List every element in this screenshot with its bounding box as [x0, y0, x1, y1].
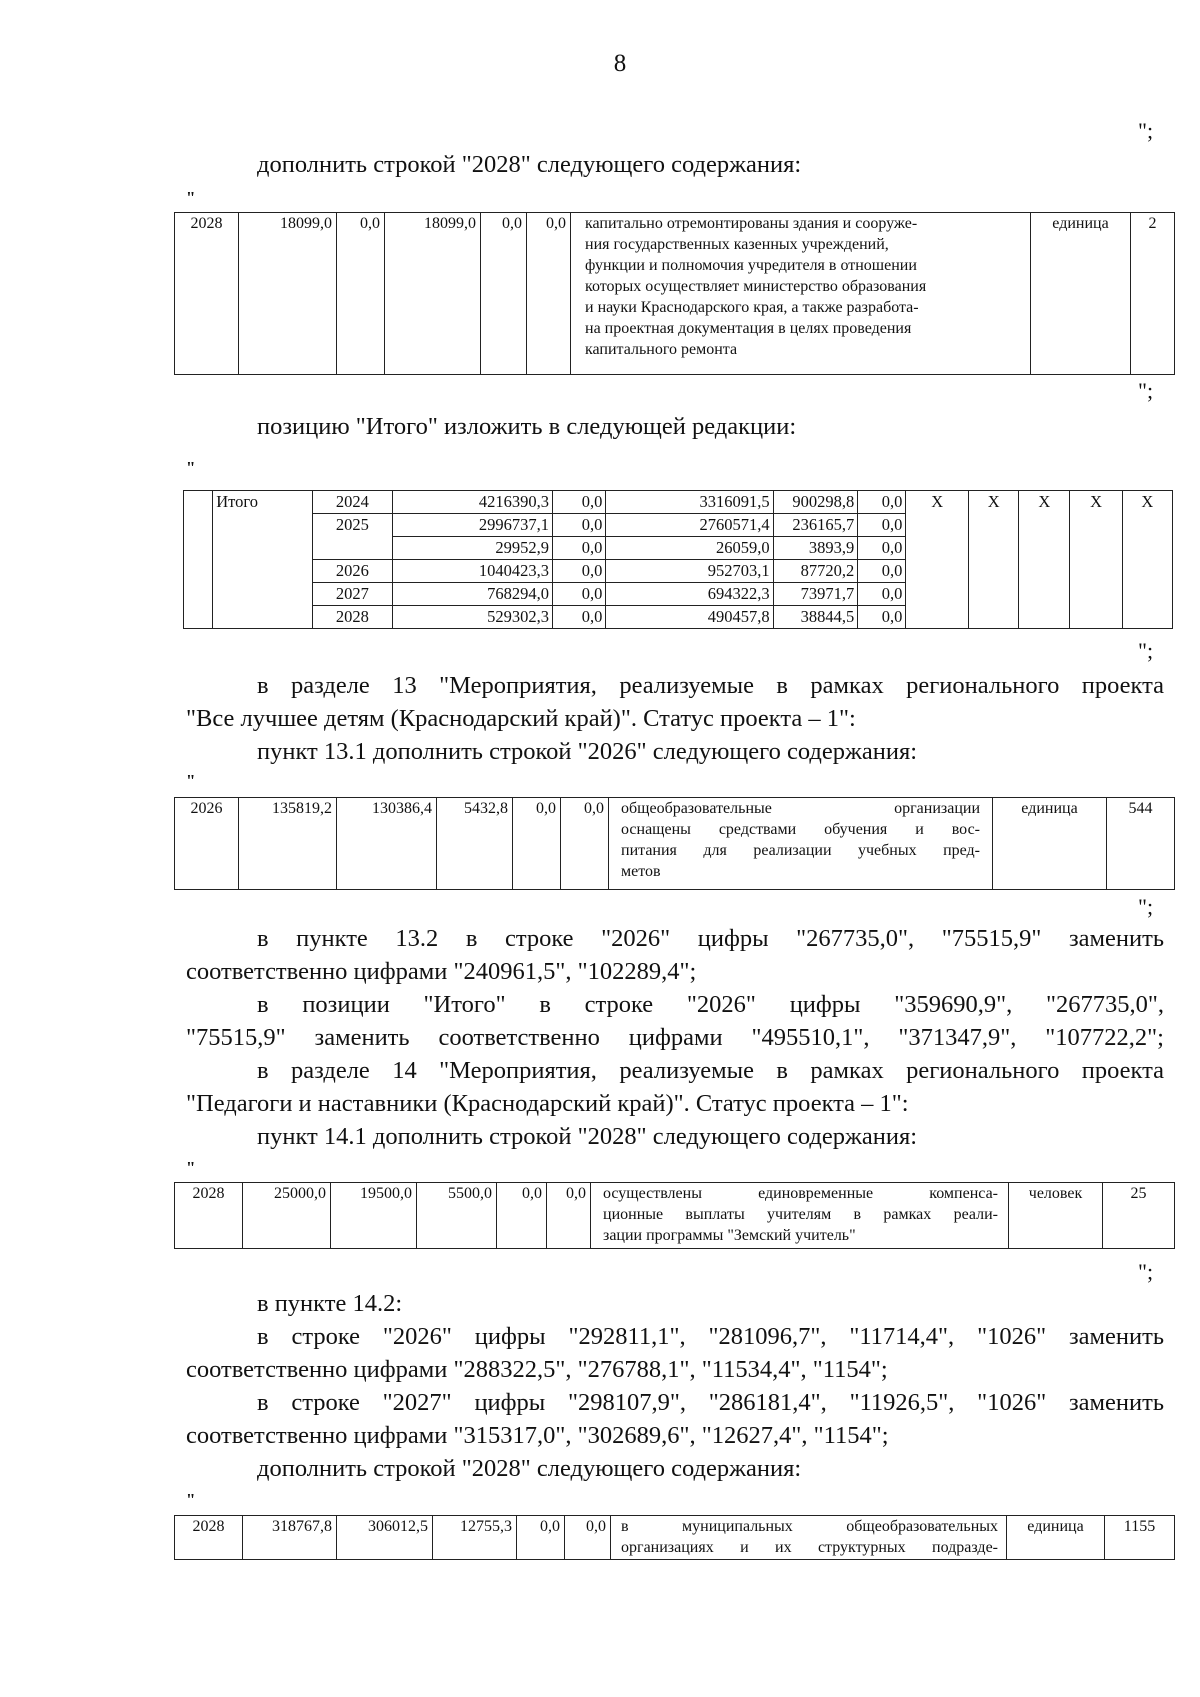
cell-federal: 0,0	[553, 537, 606, 560]
cell-federal: 0,0	[553, 606, 606, 629]
cell-total: 768294,0	[393, 583, 553, 606]
instruction-row-2027: соответственно цифрами "315317,0", "302689,6", "12627,4", "1154";	[186, 1422, 889, 1449]
cell-year	[312, 537, 393, 560]
description-line: на проектная документация в целях проведения	[585, 320, 912, 337]
cell-year: 2028	[312, 606, 393, 629]
cell-federal: 306012,5	[337, 1516, 433, 1560]
cell-regional: 3316091,5	[606, 491, 773, 514]
instruction-item141: пункт 14.1 дополнить строкой "2028" следующего содержания:	[257, 1123, 918, 1150]
cell-other: 0,0	[858, 514, 906, 537]
cell-federal: 0,0	[337, 213, 385, 375]
cell-value: 544	[1107, 798, 1175, 890]
cell-x: Х	[906, 491, 969, 629]
opening-quote: "	[186, 1490, 196, 1509]
cell-total: 529302,3	[393, 606, 553, 629]
cell-itogo-label: Итого	[213, 491, 312, 629]
cell-municipal: 73971,7	[773, 583, 858, 606]
cell-value: 2	[1131, 213, 1175, 375]
instruction-row-2027: в строке "2027" цифры "298107,9", "286181,4", "11926,5", "1026" заменить	[257, 1389, 1164, 1416]
cell-unit: единица	[993, 798, 1107, 890]
table-row-2026-equipment	[174, 797, 1175, 890]
instruction-p142: в пункте 14.2:	[257, 1290, 403, 1317]
instruction-p132: в пункте 13.2 в строке "2026" цифры "267735,0", "75515,9" заменить	[257, 925, 1164, 952]
cell-other: 0,0	[858, 491, 906, 514]
instruction-section13: в разделе 13 "Мероприятия, реализуемые в рамках регионального проекта	[257, 672, 1164, 699]
instruction-section13: "Все лучшее детям (Краснодарский край)". Статус проекта – 1":	[186, 705, 856, 732]
cell-unit: единица	[1031, 213, 1131, 375]
cell-total: 25000,0	[243, 1183, 331, 1249]
description-line: которых осуществляет министерство образования	[585, 278, 927, 295]
cell-federal: 0,0	[553, 514, 606, 537]
cell-year: 2028	[175, 213, 239, 375]
closing-quote: ";	[1138, 638, 1154, 663]
cell-regional: 26059,0	[606, 537, 773, 560]
opening-quote: "	[186, 458, 196, 477]
table-row-2028-municipal	[174, 1515, 1175, 1560]
cell-municipal: 900298,8	[773, 491, 858, 514]
cell-description	[609, 798, 993, 890]
cell-regional: 694322,3	[606, 583, 773, 606]
cell-year: 2026	[312, 560, 393, 583]
cell-regional: 2760571,4	[606, 514, 773, 537]
cell-value: 25	[1103, 1183, 1175, 1249]
cell-total: 318767,8	[243, 1516, 337, 1560]
cell-regional: 18099,0	[385, 213, 481, 375]
cell-unit: единица	[1007, 1516, 1105, 1560]
cell-federal: 19500,0	[331, 1183, 417, 1249]
instruction-row-2026: в строке "2026" цифры "292811,1", "281096,7", "11714,4", "1026" заменить	[257, 1323, 1164, 1350]
description-line: ния государственных казенных учреждений,	[585, 236, 889, 253]
cell-total: 1040423,3	[393, 560, 553, 583]
table-row-2028-capital-repair	[174, 212, 1175, 375]
cell-year: 2028	[175, 1516, 243, 1560]
cell-federal: 0,0	[553, 583, 606, 606]
cell-federal: 0,0	[553, 491, 606, 514]
cell-other: 0,0	[858, 560, 906, 583]
instruction-add-row-2028: дополнить строкой "2028" следующего содержания:	[257, 1455, 802, 1482]
instruction-itogo-2026: "75515,9" заменить соответственно цифрами "495510,1", "371347,9", "107722,2";	[186, 1024, 1164, 1051]
opening-quote: "	[186, 1158, 196, 1177]
instruction-section14: в разделе 14 "Мероприятия, реализуемые в рамках регионального проекта	[257, 1057, 1164, 1084]
description-line: в муниципальных общеобразовательных	[621, 1518, 998, 1535]
cell-description	[591, 1183, 1009, 1249]
cell-municipal: 0,0	[481, 213, 527, 375]
closing-quote: ";	[1138, 378, 1154, 403]
description-line: организациях и их структурных подразде-	[621, 1539, 998, 1556]
table-row-2028-compensation	[174, 1182, 1175, 1249]
instruction-item131: пункт 13.1 дополнить строкой "2026" следующего содержания:	[257, 738, 918, 765]
description-line: осуществлены единовременные компенса-	[603, 1185, 998, 1202]
closing-quote: ";	[1138, 1259, 1154, 1284]
instruction-row-2026: соответственно цифрами "288322,5", "276788,1", "11534,4", "1154";	[186, 1356, 888, 1383]
instruction-add-row-2028: дополнить строкой "2028" следующего содержания:	[257, 151, 802, 178]
description-line: метов	[621, 863, 661, 880]
cell-regional: 5432,8	[437, 798, 513, 890]
cell-total: 2996737,1	[393, 514, 553, 537]
description-line: капитально отремонтированы здания и сооруже-	[585, 215, 918, 232]
opening-quote: "	[186, 771, 196, 790]
cell-year: 2024	[312, 491, 393, 514]
opening-quote: "	[186, 188, 196, 207]
cell-other: 0,0	[561, 798, 609, 890]
cell-municipal: 0,0	[513, 798, 561, 890]
cell-year: 2026	[175, 798, 239, 890]
cell-regional: 5500,0	[417, 1183, 497, 1249]
cell-value: 1155	[1105, 1516, 1175, 1560]
description-line: и науки Краснодарского края, а также разработа-	[585, 299, 919, 316]
cell-municipal: 3893,9	[773, 537, 858, 560]
cell-municipal: 87720,2	[773, 560, 858, 583]
closing-quote: ";	[1138, 118, 1154, 143]
cell-year: 2025	[312, 514, 393, 537]
cell-other: 0,0	[565, 1516, 611, 1560]
instruction-itogo-position: позицию "Итого" изложить в следующей редакции:	[257, 413, 797, 440]
description-line: общеобразовательные организации	[621, 800, 980, 817]
instruction-itogo-2026: в позиции "Итого" в строке "2026" цифры "359690,9", "267735,0",	[257, 991, 1164, 1018]
cell-other: 0,0	[858, 583, 906, 606]
cell-year: 2027	[312, 583, 393, 606]
cell-other: 0,0	[547, 1183, 591, 1249]
cell-x: Х	[1122, 491, 1172, 629]
cell-total: 4216390,3	[393, 491, 553, 514]
cell-x: Х	[1019, 491, 1070, 629]
cell-total: 18099,0	[239, 213, 337, 375]
description-line: ционные выплаты учителям в рамках реали-	[603, 1206, 998, 1223]
cell-municipal: 38844,5	[773, 606, 858, 629]
cell-regional: 952703,1	[606, 560, 773, 583]
cell-regional: 490457,8	[606, 606, 773, 629]
cell-federal: 0,0	[553, 560, 606, 583]
page-number: 8	[613, 50, 627, 77]
description-line: питания для реализации учебных пред-	[621, 842, 980, 859]
cell-other: 0,0	[858, 606, 906, 629]
cell-municipal: 236165,7	[773, 514, 858, 537]
cell-regional: 12755,3	[433, 1516, 517, 1560]
cell-year: 2028	[175, 1183, 243, 1249]
cell-empty	[184, 491, 213, 629]
cell-total: 135819,2	[239, 798, 337, 890]
cell-description	[611, 1516, 1007, 1560]
cell-x: Х	[969, 491, 1019, 629]
cell-description	[571, 213, 1031, 375]
cell-federal: 130386,4	[337, 798, 437, 890]
description-line: капитального ремонта	[585, 341, 738, 358]
instruction-section14: "Педагоги и наставники (Краснодарский край)". Статус проекта – 1":	[186, 1090, 909, 1117]
description-line: функции и полномочия учредителя в отношении	[585, 257, 917, 274]
cell-other: 0,0	[527, 213, 571, 375]
cell-total: 29952,9	[393, 537, 553, 560]
cell-unit: человек	[1009, 1183, 1103, 1249]
description-line: зации программы "Земский учитель"	[603, 1227, 856, 1244]
itogo-table	[183, 490, 1173, 629]
description-line: оснащены средствами обучения и вос-	[621, 821, 980, 838]
cell-municipal: 0,0	[517, 1516, 565, 1560]
cell-municipal: 0,0	[497, 1183, 547, 1249]
closing-quote: ";	[1138, 894, 1154, 919]
instruction-p132: соответственно цифрами "240961,5", "102289,4";	[186, 958, 697, 985]
cell-x: Х	[1070, 491, 1122, 629]
cell-other: 0,0	[858, 537, 906, 560]
